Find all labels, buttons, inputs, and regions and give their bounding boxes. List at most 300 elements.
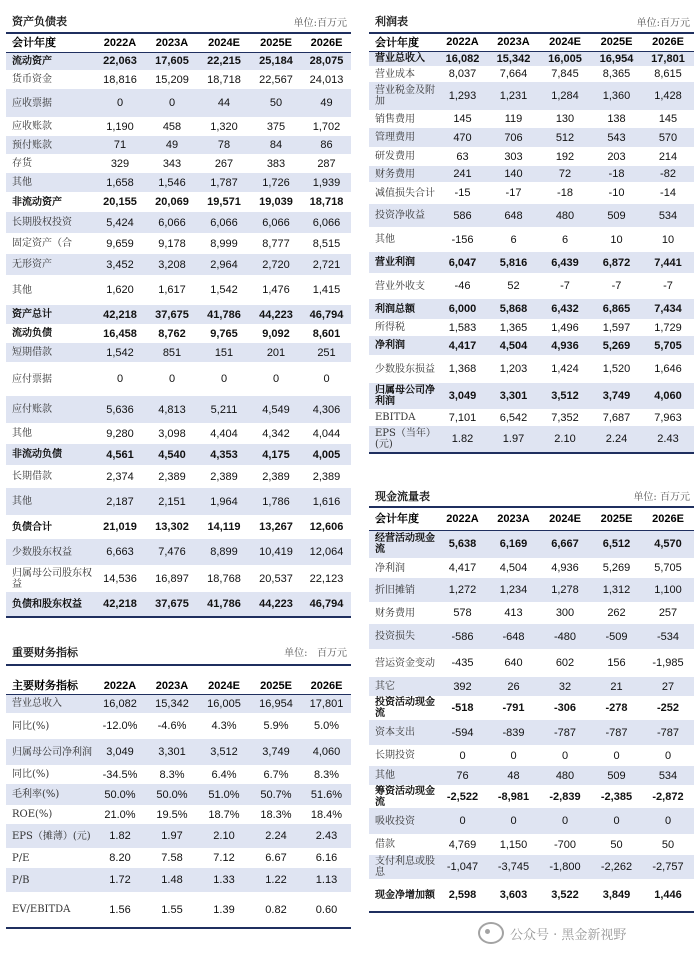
- value-cell: 1,616: [302, 488, 351, 515]
- value-cell: -700: [553, 838, 577, 851]
- value-cell: 22,567: [259, 73, 293, 86]
- value-cell: 46,794: [302, 305, 351, 324]
- value-cell: 4,504: [488, 336, 539, 355]
- row-label: EBITDA: [375, 412, 416, 423]
- value-cell: -594: [437, 720, 488, 745]
- table-bottom-rule: [6, 927, 351, 929]
- value-cell: 10: [661, 233, 675, 246]
- value-cell: 50.0%: [146, 784, 198, 805]
- value-cell: 640: [504, 657, 523, 669]
- value-cell: 25,184: [250, 52, 302, 70]
- value-cell: 37,675: [146, 592, 198, 616]
- value-cell: 1,365: [499, 321, 528, 334]
- table-row: [369, 82, 694, 110]
- value-cell: 26: [488, 677, 539, 696]
- value-cell: 6,432: [539, 299, 591, 319]
- value-cell: -14: [660, 187, 676, 199]
- value-cell: -534: [642, 624, 694, 649]
- table-bottom-rule: [6, 616, 351, 618]
- value-cell: 145: [453, 113, 472, 125]
- value-cell: 1,964: [198, 488, 250, 515]
- table-row: [369, 383, 694, 409]
- value-cell: 0: [664, 749, 672, 762]
- value-cell: 6,865: [591, 299, 642, 319]
- row-label: 非流动负债: [6, 444, 94, 465]
- value-cell: 32: [539, 677, 591, 696]
- value-cell: 17,801: [302, 694, 351, 713]
- table-row: [369, 649, 694, 677]
- value-cell: 7,101: [448, 411, 477, 424]
- value-cell: 50.7%: [250, 784, 302, 805]
- value-cell: 3,049: [94, 739, 146, 765]
- value-cell: 6: [561, 233, 569, 246]
- value-cell: -8,981: [497, 790, 530, 803]
- table-row: [6, 396, 351, 423]
- value-cell: -18: [557, 187, 573, 199]
- value-cell: 19,039: [259, 196, 293, 208]
- table-row: [369, 677, 694, 696]
- value-cell: 470: [437, 128, 488, 147]
- value-cell: 0: [459, 749, 466, 762]
- value-cell: 130: [555, 113, 575, 125]
- value-cell: 8,999: [210, 237, 238, 250]
- table-header-row: [6, 34, 351, 52]
- row-label: 货币资金: [12, 74, 52, 85]
- value-cell: 1,100: [642, 578, 694, 602]
- table-row: [6, 765, 351, 784]
- value-cell: 5.9%: [263, 720, 289, 732]
- value-cell: 22,215: [198, 52, 250, 70]
- table-row: [6, 465, 351, 488]
- value-cell: 1,428: [642, 82, 694, 110]
- value-cell: 27: [642, 677, 694, 696]
- value-cell: 4,417: [448, 562, 477, 574]
- value-cell: 2,389: [262, 470, 290, 483]
- value-cell: 287: [317, 157, 336, 170]
- value-cell: 8,515: [312, 237, 341, 250]
- value-cell: 1,726: [250, 173, 302, 192]
- table-bottom-rule: [369, 911, 694, 913]
- row-label: 应收账款: [12, 121, 52, 132]
- value-cell: 4,936: [539, 336, 591, 355]
- table-row: [6, 848, 351, 868]
- value-cell: 10,419: [250, 539, 302, 565]
- value-cell: 1.55: [161, 903, 183, 916]
- value-cell: 570: [642, 128, 694, 147]
- row-label: 投资活动现金流: [375, 697, 435, 719]
- value-cell: 4,570: [642, 530, 694, 558]
- table-row: [369, 426, 694, 452]
- value-cell: 1.72: [94, 868, 146, 892]
- value-cell: 2,374: [106, 470, 134, 483]
- value-cell: 7.12: [213, 852, 235, 864]
- value-cell: 4,769: [448, 838, 477, 851]
- value-cell: 4,005: [302, 444, 351, 465]
- row-label: 其他: [6, 173, 94, 192]
- balance-sheet-panel: [6, 8, 351, 612]
- value-cell: 6,066: [198, 212, 250, 233]
- header-year-cell: 2023A: [488, 34, 539, 51]
- value-cell: 0.82: [265, 903, 287, 916]
- value-cell: 7,687: [602, 411, 631, 424]
- value-cell: 1,702: [312, 120, 341, 133]
- income-statement-title-bar: [369, 8, 694, 34]
- value-cell: 18.3%: [260, 808, 292, 821]
- income-statement-unit: 单位:百万元: [636, 18, 690, 29]
- row-label: 长期股权投资: [6, 212, 94, 233]
- value-cell: 2,389: [210, 470, 238, 483]
- table-row: [369, 785, 694, 808]
- row-label: 利润总额: [369, 299, 437, 319]
- value-cell: -7: [611, 280, 622, 292]
- value-cell: 6,066: [250, 212, 302, 233]
- value-cell: 16,458: [103, 327, 137, 340]
- value-cell: 9,765: [210, 327, 238, 340]
- table-row: [6, 868, 351, 892]
- value-cell: 2,598: [448, 889, 477, 901]
- row-label: 短期借款: [6, 343, 94, 362]
- value-cell: 9,280: [106, 427, 134, 440]
- value-cell: 3,301: [488, 383, 539, 409]
- value-cell: -839: [488, 720, 539, 745]
- value-cell: -648: [488, 624, 539, 649]
- value-cell: 7,434: [642, 299, 694, 319]
- value-cell: 1,597: [602, 321, 631, 334]
- value-cell: 586: [437, 204, 488, 227]
- value-cell: 0: [561, 749, 569, 762]
- value-cell: 6.16: [315, 852, 338, 864]
- value-cell: 6,512: [591, 530, 642, 558]
- table-row: [6, 154, 351, 173]
- value-cell: 7,352: [551, 411, 579, 424]
- table-bottom-rule: [369, 452, 694, 454]
- table-row: [369, 252, 694, 273]
- value-cell: 1.22: [250, 868, 302, 892]
- value-cell: 5,424: [94, 212, 146, 233]
- value-cell: 41,786: [198, 592, 250, 616]
- value-cell: 119: [504, 113, 523, 125]
- value-cell: 6,169: [488, 530, 539, 558]
- header-year-cell: 2023A: [488, 508, 539, 530]
- value-cell: 5,269: [591, 336, 642, 355]
- value-cell: 6,663: [94, 539, 146, 565]
- value-cell: 0: [510, 749, 517, 762]
- row-label: 无形资产: [6, 254, 94, 275]
- value-cell: 1.33: [198, 868, 250, 892]
- value-cell: 534: [642, 766, 694, 785]
- value-cell: 602: [555, 657, 575, 669]
- row-label: 少数股东损益: [375, 363, 435, 375]
- cash-flow-unit: 单位: 百万元: [633, 492, 690, 503]
- value-cell: 1.56: [109, 903, 131, 916]
- row-label: 投资损失: [369, 624, 437, 649]
- table-row: [6, 713, 351, 739]
- row-label: 吸收投资: [369, 808, 437, 834]
- value-cell: 1,231: [488, 82, 539, 110]
- row-label: 归属母公司净利润: [6, 739, 94, 765]
- table-row: [369, 273, 694, 299]
- value-cell: 41,786: [198, 305, 250, 324]
- value-cell: 300: [555, 607, 575, 619]
- row-label: 流动负债: [12, 328, 52, 339]
- row-label: 营业总收入: [369, 51, 437, 66]
- value-cell: 5,211: [198, 396, 250, 423]
- value-cell: 49: [146, 136, 198, 154]
- table-row: [369, 336, 694, 355]
- header-label-cell: 会计年度: [6, 34, 94, 52]
- value-cell: 1,368: [448, 363, 477, 375]
- value-cell: 1,496: [551, 321, 579, 334]
- value-cell: 1,278: [539, 578, 591, 602]
- header-year-cell: 2026E: [302, 34, 351, 52]
- value-cell: 2.43: [642, 426, 694, 452]
- header-year-cell: 2026E: [642, 34, 694, 51]
- row-label: 资本支出: [369, 720, 437, 745]
- row-label: 存货: [12, 158, 32, 169]
- value-cell: 15,209: [155, 73, 189, 86]
- value-cell: -791: [502, 702, 525, 714]
- value-cell: 5,636: [94, 396, 146, 423]
- value-cell: 7,963: [654, 411, 682, 424]
- value-cell: 0: [437, 808, 488, 834]
- value-cell: -10: [608, 187, 625, 199]
- value-cell: 7.58: [161, 852, 183, 864]
- value-cell: 0: [168, 373, 176, 385]
- value-cell: 51.6%: [302, 784, 351, 805]
- value-cell: 7,476: [146, 539, 198, 565]
- value-cell: -18: [591, 166, 642, 182]
- value-cell: 9,659: [106, 237, 134, 250]
- value-cell: -278: [605, 702, 628, 714]
- cash-flow-panel: [369, 480, 694, 952]
- value-cell: 3,512: [198, 739, 250, 765]
- value-cell: 8,762: [158, 327, 186, 340]
- value-cell: 1,617: [158, 284, 186, 296]
- value-cell: 4,813: [146, 396, 198, 423]
- value-cell: 12,606: [309, 521, 344, 533]
- row-label: 净利润: [369, 336, 437, 355]
- value-cell: 151: [198, 343, 250, 362]
- value-cell: 1,360: [591, 82, 642, 110]
- value-cell: 1,234: [488, 578, 539, 602]
- value-cell: 5,816: [488, 252, 539, 273]
- balance-sheet-title: 资产负债表: [12, 15, 67, 28]
- table-row: [6, 592, 351, 616]
- table-row: [6, 515, 351, 539]
- value-cell: 392: [437, 677, 488, 696]
- value-cell: 51.0%: [198, 784, 250, 805]
- value-cell: 8,601: [312, 327, 341, 340]
- row-label: EPS（摊薄）(元): [6, 824, 94, 848]
- value-cell: -15: [454, 187, 471, 199]
- table-row: [369, 766, 694, 785]
- table-row: [6, 324, 351, 343]
- value-cell: 8,899: [198, 539, 250, 565]
- row-label: 营业总收入: [6, 694, 94, 713]
- value-cell: 5,638: [437, 530, 488, 558]
- value-cell: 1,658: [94, 173, 146, 192]
- table-row: [369, 602, 694, 624]
- value-cell: 1,446: [654, 889, 682, 901]
- value-cell: 140: [488, 166, 539, 182]
- table-row: [6, 739, 351, 765]
- value-cell: 1.48: [146, 868, 198, 892]
- value-cell: -509: [591, 624, 642, 649]
- value-cell: 5,269: [602, 562, 631, 574]
- value-cell: 1,939: [302, 173, 351, 192]
- row-label: 其他: [369, 766, 437, 785]
- value-cell: 1.97: [146, 824, 198, 848]
- value-cell: 6.7%: [263, 768, 289, 781]
- table-row: [369, 558, 694, 578]
- value-cell: -480: [539, 624, 591, 649]
- value-cell: 86: [302, 136, 351, 154]
- value-cell: 2,187: [94, 488, 146, 515]
- row-label: 长期借款: [12, 471, 52, 482]
- value-cell: 2.10: [198, 824, 250, 848]
- value-cell: 84: [250, 136, 302, 154]
- value-cell: 241: [437, 166, 488, 182]
- value-cell: -2,757: [642, 855, 694, 879]
- row-label: 筹资活动现金流: [375, 785, 435, 808]
- bottom-rule-cell: [6, 616, 351, 618]
- value-cell: 7,664: [499, 68, 528, 80]
- table-row: [369, 227, 694, 252]
- value-cell: 509: [591, 766, 642, 785]
- row-label: 营运资金变动: [375, 657, 435, 669]
- table-row: [369, 879, 694, 911]
- value-cell: 6,542: [499, 411, 528, 424]
- value-cell: -518: [451, 702, 474, 714]
- value-cell: 1,520: [602, 363, 631, 375]
- row-label: P/E: [12, 852, 30, 864]
- value-cell: 16,954: [250, 694, 302, 713]
- value-cell: 3,849: [602, 889, 631, 901]
- value-cell: 13,267: [259, 521, 293, 533]
- value-cell: 1,424: [551, 363, 579, 375]
- value-cell: 2.24: [250, 824, 302, 848]
- value-cell: 4,561: [94, 444, 146, 465]
- value-cell: 480: [539, 204, 591, 227]
- value-cell: 3,208: [146, 254, 198, 275]
- value-cell: 20,069: [155, 196, 189, 208]
- value-cell: 1.97: [488, 426, 539, 452]
- value-cell: 3,749: [591, 383, 642, 409]
- value-cell: 8,365: [602, 68, 631, 80]
- row-label: 销售费用: [375, 113, 415, 125]
- header-label-cell: 会计年度: [369, 508, 437, 530]
- table-header-row: [369, 34, 694, 51]
- table-row: [369, 51, 694, 66]
- table-row: [369, 110, 694, 128]
- value-cell: 4,549: [250, 396, 302, 423]
- value-cell: 4,060: [302, 739, 351, 765]
- income-statement-panel: [369, 8, 694, 466]
- value-cell: 851: [146, 343, 198, 362]
- table-row: [6, 805, 351, 824]
- value-cell: 71: [94, 136, 146, 154]
- value-cell: 4,404: [210, 427, 238, 440]
- value-cell: 21.0%: [104, 808, 136, 821]
- row-label: 营业外收支: [375, 280, 425, 292]
- value-cell: 2.10: [539, 426, 591, 452]
- key-ratios-table: [6, 678, 351, 929]
- value-cell: 145: [658, 113, 678, 125]
- table-row: [369, 299, 694, 319]
- value-cell: 0: [116, 373, 124, 385]
- value-cell: 1,476: [262, 284, 290, 296]
- value-cell: -34.5%: [102, 768, 138, 781]
- header-year-cell: 2025E: [250, 34, 302, 52]
- row-label: 借款: [375, 839, 395, 850]
- table-row: [6, 192, 351, 212]
- value-cell: 42,218: [94, 592, 146, 616]
- value-cell: 22,123: [309, 572, 344, 585]
- value-cell: -156: [451, 233, 474, 246]
- value-cell: 3,512: [539, 383, 591, 409]
- value-cell: 4.3%: [211, 720, 237, 732]
- value-cell: 15,342: [146, 694, 198, 713]
- header-label-cell: 主要财务指标: [6, 678, 94, 694]
- table-row: [369, 182, 694, 204]
- table-header-row: [6, 678, 351, 694]
- table-row: [6, 824, 351, 848]
- cash-flow-table: [369, 508, 694, 913]
- value-cell: 1,320: [210, 120, 238, 133]
- row-label: 营业利润: [369, 252, 437, 273]
- row-label: 其他: [375, 234, 395, 245]
- table-row: [6, 488, 351, 515]
- row-label: 营业成本: [375, 68, 415, 80]
- value-cell: 18,718: [309, 196, 344, 208]
- header-year-cell: 2024E: [198, 34, 250, 52]
- table-row: [6, 173, 351, 192]
- row-label: 营业税金及附加: [369, 82, 437, 110]
- header-year-cell: 2025E: [591, 34, 642, 51]
- value-cell: 156: [607, 657, 626, 669]
- value-cell: 5,705: [654, 562, 682, 574]
- value-cell: 6,047: [437, 252, 488, 273]
- value-cell: 0: [146, 89, 198, 117]
- value-cell: 50: [661, 838, 675, 851]
- header-year-cell: 2023A: [146, 678, 198, 694]
- value-cell: 3,301: [146, 739, 198, 765]
- row-label: 现金净增加额: [375, 889, 435, 901]
- value-cell: 16,082: [94, 694, 146, 713]
- row-label: 应收票据: [6, 89, 94, 117]
- value-cell: 7,441: [642, 252, 694, 273]
- value-cell: 9,092: [262, 327, 290, 340]
- value-cell: -787: [591, 720, 642, 745]
- row-label: 所得税: [375, 322, 405, 333]
- value-cell: -787: [642, 720, 694, 745]
- row-label: 经营活动现金流: [369, 530, 437, 558]
- value-cell: -787: [539, 720, 591, 745]
- table-row: [6, 89, 351, 117]
- table-header-row: [369, 508, 694, 530]
- value-cell: 2,721: [302, 254, 351, 275]
- table-row: [6, 70, 351, 89]
- value-cell: 1,646: [654, 363, 682, 375]
- value-cell: 4,044: [312, 427, 341, 440]
- row-label: 折旧摊销: [369, 578, 437, 602]
- table-row: [369, 66, 694, 82]
- row-label: 流动资产: [6, 52, 94, 70]
- value-cell: 543: [591, 128, 642, 147]
- value-cell: 0: [613, 749, 620, 762]
- row-label: ROE(%): [12, 809, 53, 820]
- table-row: [369, 128, 694, 147]
